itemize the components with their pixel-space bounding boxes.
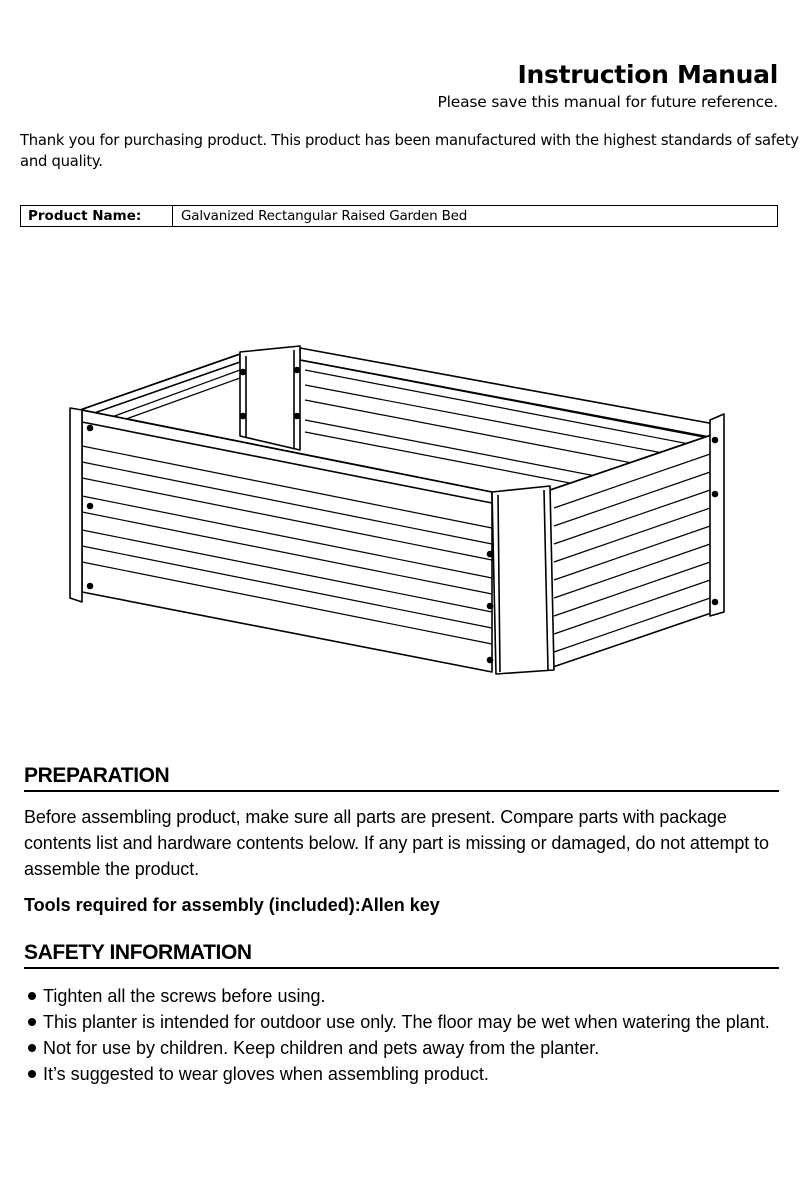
safety-heading: SAFETY INFORMATION: [24, 941, 779, 969]
safety-item-text: Tighten all the screws before using.: [43, 986, 326, 1006]
safety-item-text: Not for use by children. Keep children and pets away from the planter.: [43, 1038, 600, 1058]
safety-item-text: This planter is intended for outdoor use only. The floor may be wet when watering the plant.: [43, 1012, 770, 1032]
bullet-icon: [28, 992, 36, 1000]
product-name-value: Galvanized Rectangular Raised Garden Bed: [181, 208, 468, 224]
preparation-text: Before assembling product, make sure all parts are present. Compare parts with package contents list and hardware contents below. If any part is missing or damaged, do not attempt to assemble the product.: [24, 807, 769, 879]
safety-item-text: It’s suggested to wear gloves when assembling product.: [43, 1064, 489, 1084]
tools-required-text: Tools required for assembly (included):Allen key: [24, 895, 440, 915]
preparation-heading: PREPARATION: [24, 764, 779, 792]
bullet-icon: [28, 1070, 36, 1078]
raised-garden-bed-illustration: [60, 340, 740, 680]
bullet-icon: [28, 1018, 36, 1026]
page-subtitle: Please save this manual for future reference.: [437, 93, 778, 111]
safety-list: [24, 983, 784, 1087]
safety-item: [24, 1009, 784, 1035]
product-name-label: Product Name:: [21, 206, 173, 226]
intro-text: Thank you for purchasing product. This product has been manufactured with the highest standards of safety and quality.: [20, 132, 799, 170]
safety-item: [24, 983, 784, 1009]
bullet-icon: [28, 1044, 36, 1052]
product-name-table: [20, 205, 778, 227]
page-title: Instruction Manual: [517, 60, 778, 89]
safety-item: [24, 1061, 784, 1087]
safety-item: [24, 1035, 784, 1061]
